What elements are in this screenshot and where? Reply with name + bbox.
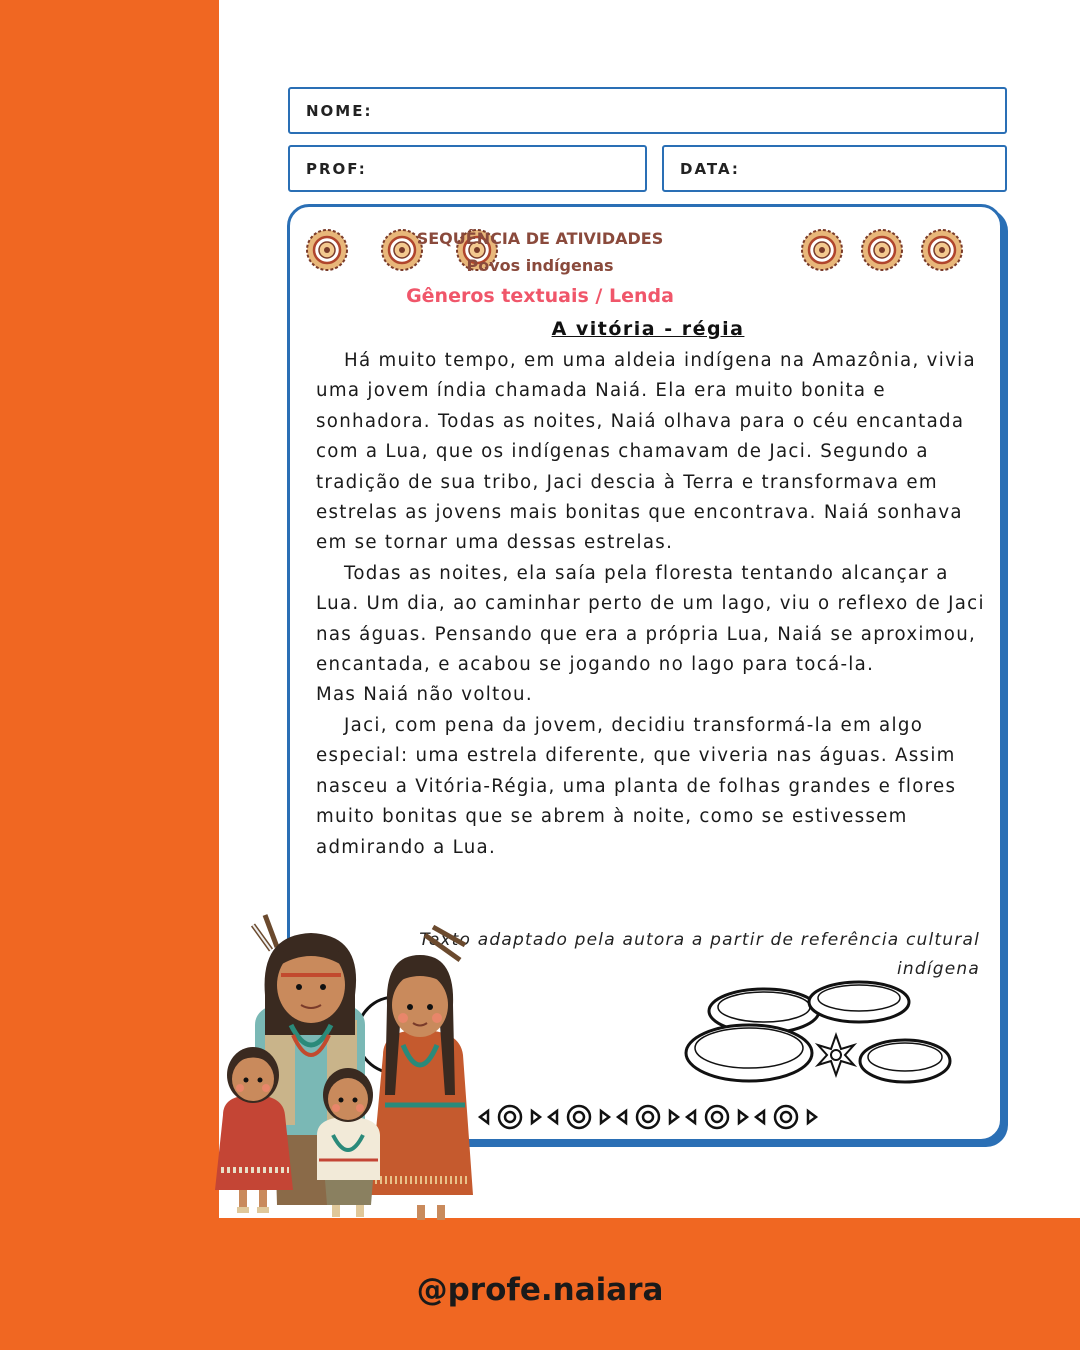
header-theme: Povos indígenas (466, 256, 614, 275)
story-paragraph: Jaci, com pena da jovem, decidiu transformá-la em algo especial: uma estrela diferente, que viveria nas águas. Assim nasceu a Vitória-Régia, uma planta de folhas grandes e flores muito bonitas que se abrem à noite, como se estivessem admirando a Lua. (316, 714, 957, 858)
story-title: A vitória - régia (551, 318, 745, 340)
indigenous-family-illustration (215, 905, 480, 1220)
header-sequence: SEQUÊNCIA DE ATIVIDADES (416, 229, 664, 248)
date-field[interactable] (662, 145, 1007, 192)
story-credit: Texto adaptado pela autora a partir de referência cultural indígena (419, 930, 980, 979)
date-label: DATA: (680, 160, 740, 178)
story-paragraph: Há muito tempo, em uma aldeia indígena na Amazônia, vivia uma jovem índia chamada Naiá. Ela era muito bonita e sonhadora. Todas as noites, Naiá olhava para o céu encantada com a Lua, que os indígenas chamavam de Jaci. Segundo a tradição de sua tribo, Jaci descia à Terra e transformava em estrelas as jovens mais bonitas que encontrava. Naiá sonhava em se tornar uma dessas estrelas. (316, 350, 976, 554)
vitoria-regia-illustration (684, 978, 954, 1088)
prof-label: PROF: (306, 160, 367, 178)
story-paragraph: Mas Naiá não voltou. (316, 684, 533, 706)
story-paragraph: Todas as noites, ela saía pela floresta tentando alcançar a Lua. Um dia, ao caminhar perto de um lago, viu o reflexo de Jaci nas águas. Pensando que era a própria Lua, Naiá se aproximou, encantada, e acabou se jogando no lago para tocá-la. (316, 562, 985, 676)
instagram-handle: @profe.naiara (416, 1272, 664, 1308)
story-text (316, 346, 986, 863)
header-genre: Gêneros textuais / Lenda (406, 285, 674, 307)
tribal-pattern (476, 1102, 826, 1132)
name-label: NOME: (306, 102, 373, 120)
prof-field[interactable] (288, 145, 647, 192)
name-field[interactable] (288, 87, 1007, 134)
